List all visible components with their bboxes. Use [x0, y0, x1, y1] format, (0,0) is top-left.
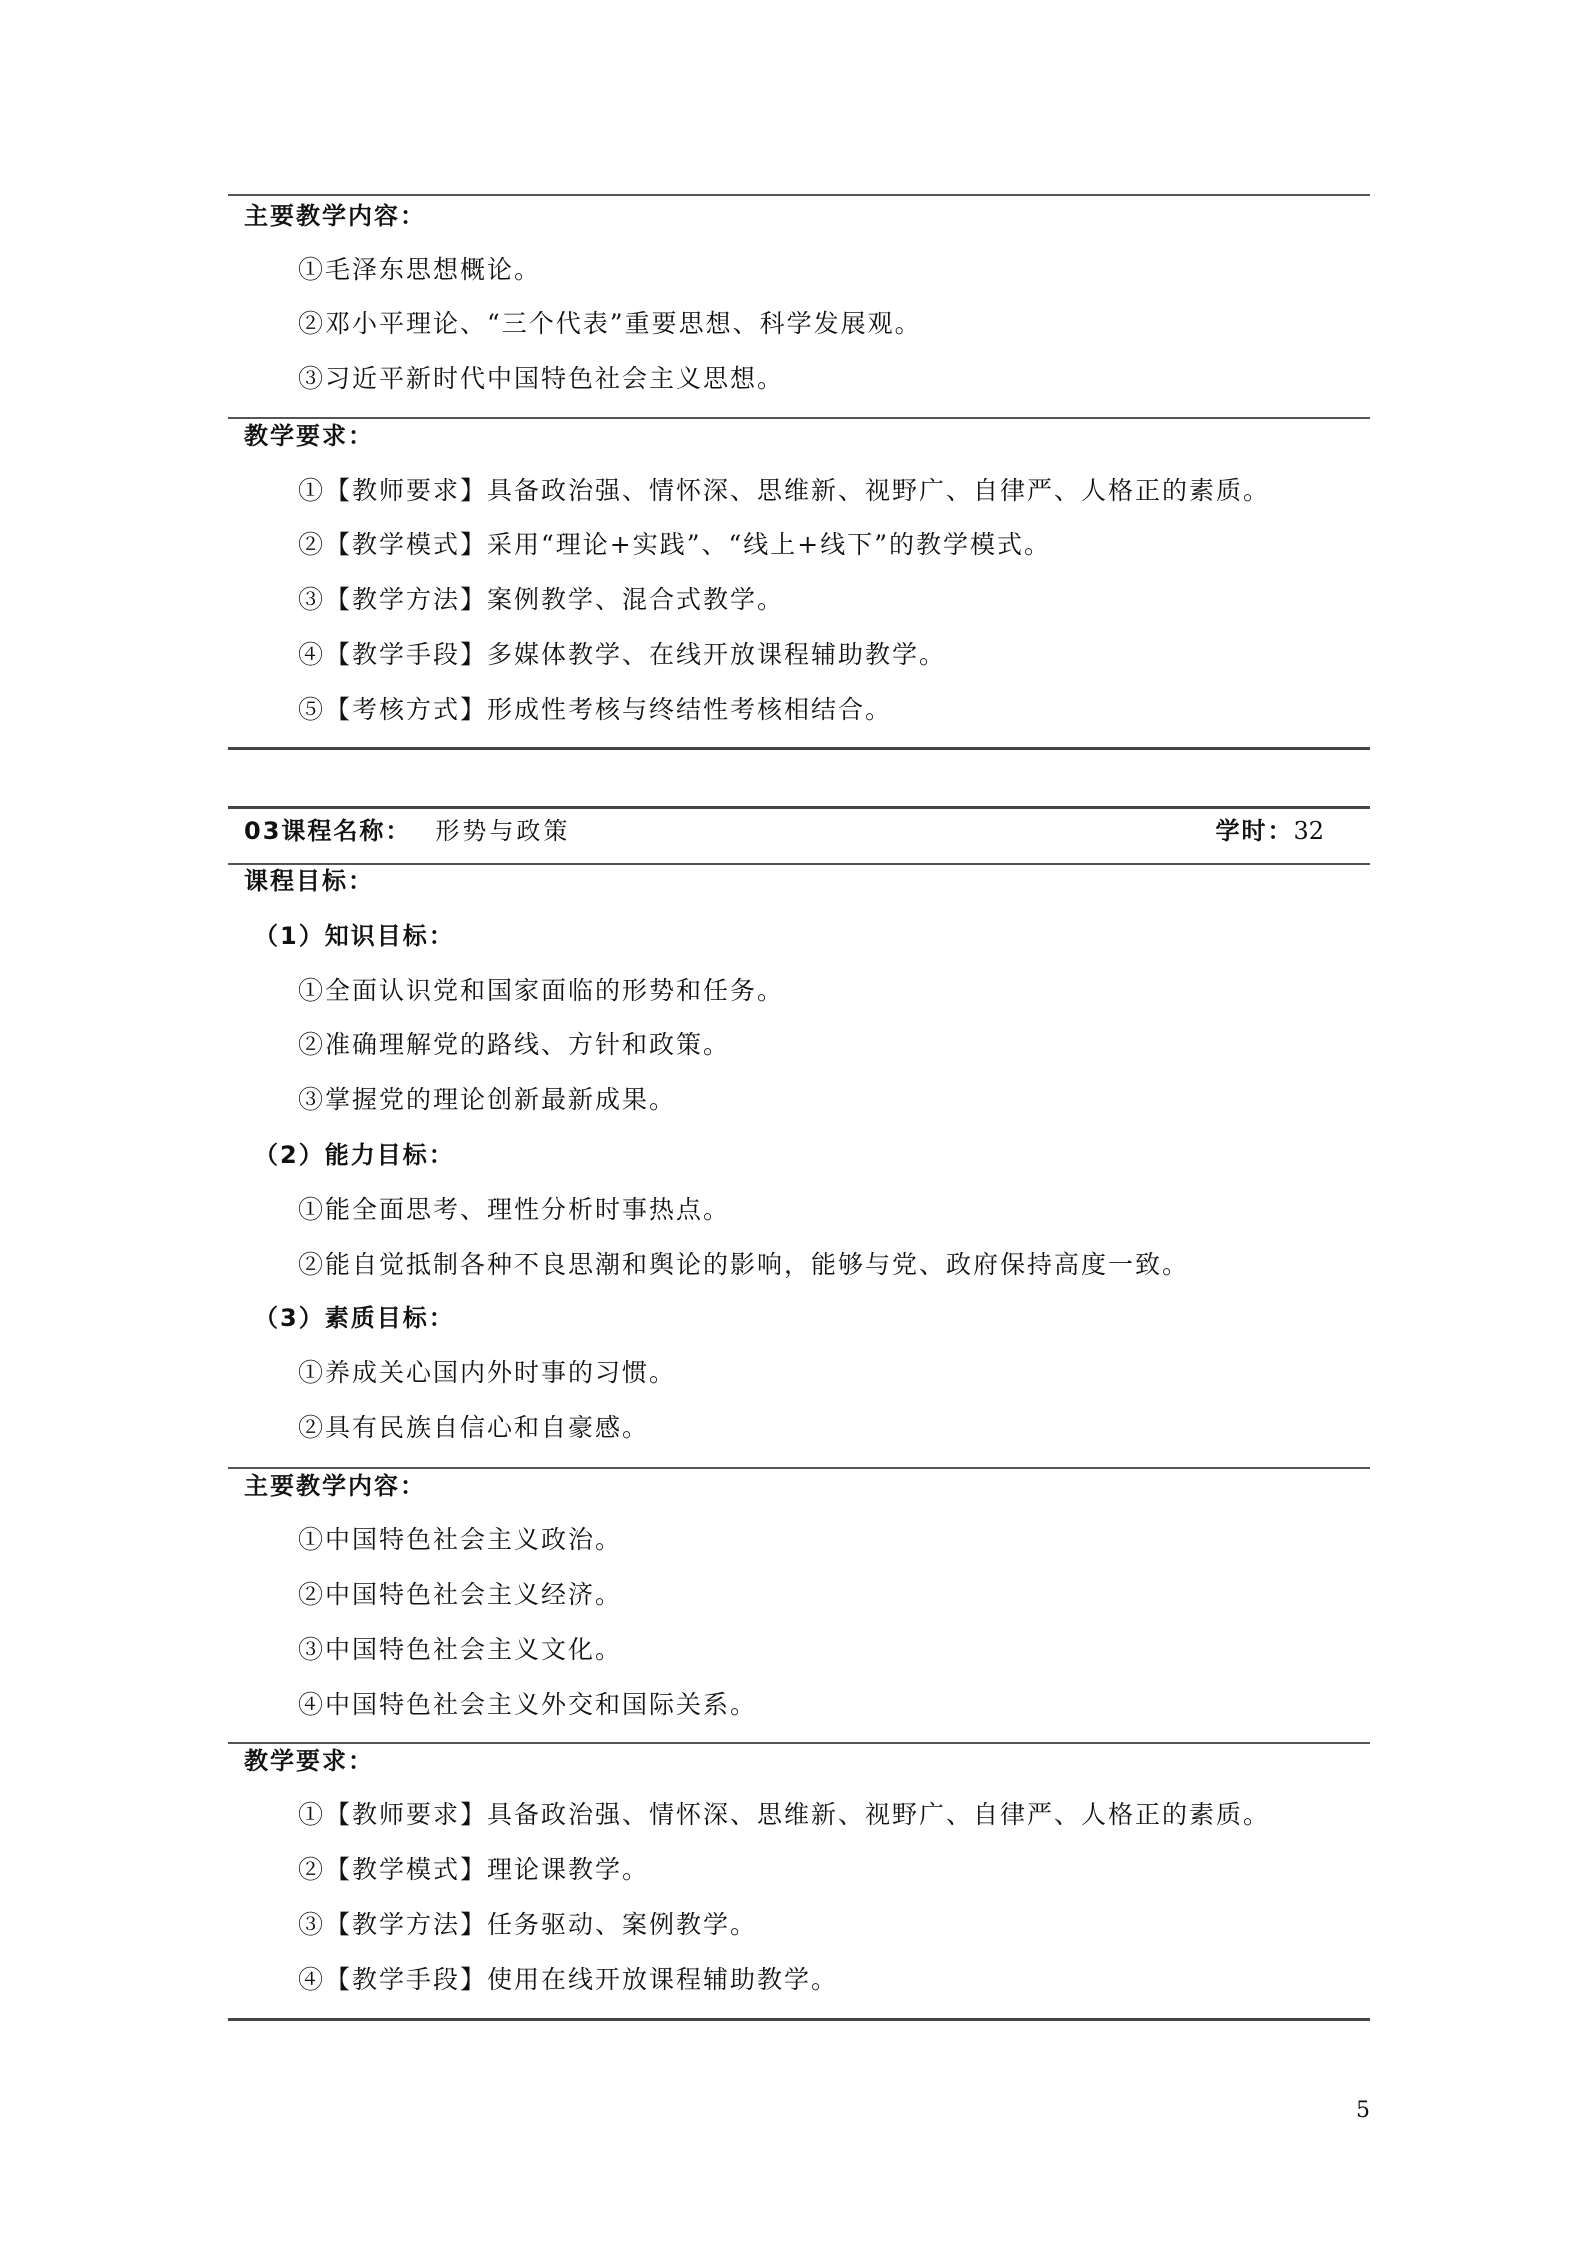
- list-item: ③中国特色社会主义文化。: [298, 1635, 623, 1664]
- section-heading: 教学要求：: [244, 422, 374, 450]
- list-item: ②具有民族自信心和自豪感。: [298, 1413, 650, 1442]
- list-item: ②中国特色社会主义经济。: [298, 1580, 623, 1609]
- list-item: ④中国特色社会主义外交和国际关系。: [298, 1690, 758, 1719]
- list-item: ④【教学手段】多媒体教学、在线开放课程辅助教学。: [298, 640, 947, 669]
- list-item: ③习近平新时代中国特色社会主义思想。: [298, 364, 785, 393]
- course-title-row: [244, 815, 1324, 847]
- section-heading: 教学要求：: [244, 1747, 374, 1775]
- page-number: 5: [1356, 2098, 1370, 2123]
- list-item: ②【教学模式】理论课教学。: [298, 1855, 650, 1884]
- section-end-rule: [228, 2018, 1370, 2021]
- course-label: 03课程名称：: [244, 817, 412, 845]
- list-item: ②邓小平理论、“三个代表”重要思想、科学发展观。: [298, 309, 922, 338]
- section-end-rule: [228, 747, 1370, 750]
- list-item: ⑤【考核方式】形成性考核与终结性考核相结合。: [298, 695, 893, 724]
- list-item: ①养成关心国内外时事的习惯。: [298, 1358, 677, 1387]
- list-item: ①能全面思考、理性分析时事热点。: [298, 1195, 731, 1224]
- course-name: 形势与政策: [435, 817, 571, 845]
- list-item: ②能自觉抵制各种不良思潮和舆论的影响，能够与党、政府保持高度一致。: [298, 1250, 1190, 1279]
- list-item: ③【教学方法】任务驱动、案例教学。: [298, 1910, 758, 1939]
- list-item: ③掌握党的理论创新最新成果。: [298, 1085, 677, 1114]
- divider: [228, 1467, 1370, 1469]
- list-item: ①【教师要求】具备政治强、情怀深、思维新、视野广、自律严、人格正的素质。: [298, 476, 1271, 505]
- section-heading: 课程目标：: [244, 867, 374, 895]
- course-top-rule: [228, 806, 1370, 809]
- list-item: ②【教学模式】采用“理论+实践”、“线上+线下”的教学模式。: [298, 530, 1052, 559]
- list-item: ①毛泽东思想概论。: [298, 255, 542, 284]
- hours-label: 学时：: [1215, 817, 1294, 845]
- divider: [228, 417, 1370, 419]
- list-item: ③【教学方法】案例教学、混合式教学。: [298, 585, 785, 614]
- divider: [228, 194, 1370, 196]
- subsection-heading: （3）素质目标：: [254, 1304, 455, 1332]
- divider: [228, 1742, 1370, 1744]
- list-item: ②准确理解党的路线、方针和政策。: [298, 1030, 731, 1059]
- course-hours: [1215, 815, 1324, 847]
- list-item: ①【教师要求】具备政治强、情怀深、思维新、视野广、自律严、人格正的素质。: [298, 1800, 1271, 1829]
- divider: [228, 863, 1370, 865]
- list-item: ①全面认识党和国家面临的形势和任务。: [298, 976, 785, 1005]
- list-item: ①中国特色社会主义政治。: [298, 1525, 623, 1554]
- hours-value: 32: [1293, 817, 1324, 845]
- list-item: ④【教学手段】使用在线开放课程辅助教学。: [298, 1965, 839, 1994]
- subsection-heading: （2）能力目标：: [254, 1141, 455, 1169]
- subsection-heading: （1）知识目标：: [254, 922, 455, 950]
- section-heading: 主要教学内容：: [244, 202, 426, 230]
- section-heading: 主要教学内容：: [244, 1472, 426, 1500]
